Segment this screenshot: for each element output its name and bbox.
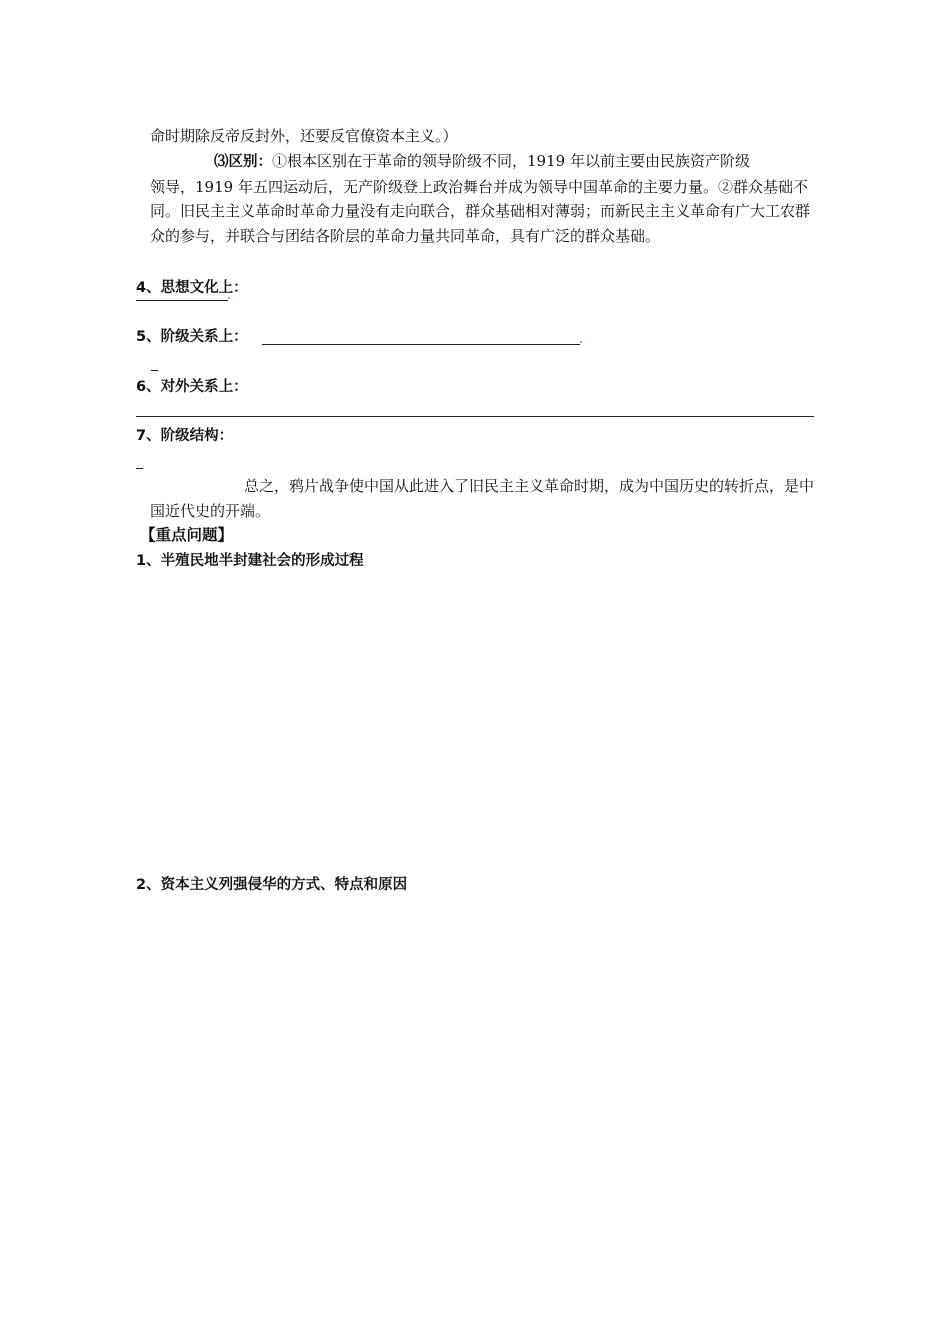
difference-text: 领导，1919 年五四运动后，无产阶级登上政治舞台并成为领导中国革命的主要力量。②群众基础不同。旧民主主义革命时革命力量没有走向联合，群众基础相对薄弱；而新民主主义革命有广大工农群众的参与，并联合与团结各阶层的革命力量共同革命，具有广泛的群众基础。 xyxy=(150,177,811,245)
top-line: 命时期除反帝反封外，还要反官僚资本主义。） xyxy=(150,127,458,145)
difference-line1: ①根本区别在于革命的领导阶级不同，1919 年以前主要由民族资产阶级 xyxy=(272,152,750,170)
item-class-structure: 7、阶级结构： xyxy=(136,428,234,444)
answer-line-4 xyxy=(136,300,228,301)
question-1: 1、半殖民地半封建社会的形成过程 xyxy=(136,553,364,569)
answer-dash xyxy=(136,468,143,469)
item-foreign-relations: 6、对外关系上： xyxy=(136,379,248,395)
question-2: 2、资本主义列强侵华的方式、特点和原因 xyxy=(136,877,408,893)
section-title: 【重点问题】 xyxy=(140,526,234,544)
conclusion-paragraph xyxy=(150,474,815,523)
answer-line-5 xyxy=(262,344,580,345)
difference-paragraph xyxy=(150,149,815,248)
item-ideology: 4、思想文化上： xyxy=(136,280,248,296)
difference-label: ⑶区别： xyxy=(214,154,272,170)
conclusion-text: 总之，鸦片战争使中国从此进入了旧民主主义革命时期，成为中国历史的转折点，是中国近代史的开端。 xyxy=(150,477,815,520)
mark-dot xyxy=(228,297,230,299)
mark-dot xyxy=(580,341,582,343)
answer-dash xyxy=(151,370,158,371)
item-class-relations: 5、阶级关系上： xyxy=(136,329,248,345)
answer-line-6 xyxy=(136,416,814,417)
